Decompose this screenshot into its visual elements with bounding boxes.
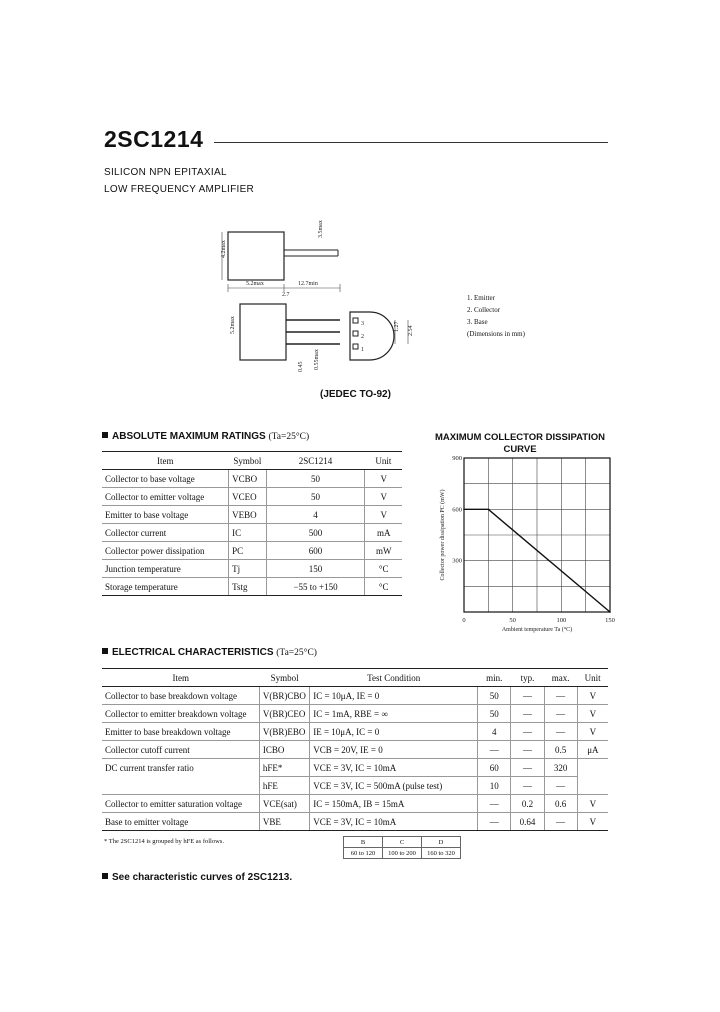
table-row xyxy=(102,488,402,506)
cell-unit: μA xyxy=(577,741,608,759)
pin-legend xyxy=(467,292,525,340)
data-point xyxy=(488,509,490,511)
cell-min: 10 xyxy=(478,777,511,795)
cell-item: Junction temperature xyxy=(102,560,229,578)
table-row xyxy=(102,759,608,777)
cell-item: Collector to base breakdown voltage xyxy=(102,687,259,705)
dim-label: 2.54 xyxy=(408,325,414,336)
cell-unit: V xyxy=(365,488,402,506)
table-row xyxy=(102,813,608,831)
table-row xyxy=(102,560,402,578)
cell-symbol: IC xyxy=(229,524,267,542)
bullet-square-icon xyxy=(102,648,108,654)
cell-symbol: VCEO xyxy=(229,488,267,506)
table-row xyxy=(102,795,608,813)
cell-value: 50 xyxy=(266,470,365,488)
table-row xyxy=(102,705,608,723)
chart-title: MAXIMUM COLLECTOR DISSIPATION CURVE xyxy=(435,432,605,455)
y-tick-label: 600 xyxy=(452,506,462,514)
cell-unit: mA xyxy=(365,524,402,542)
pin-number: 2 xyxy=(361,334,364,340)
cell-value: −55 to +150 xyxy=(266,578,365,596)
col-max: max. xyxy=(544,669,577,687)
dim-label: 0.45 xyxy=(298,361,304,372)
cell-item: Collector to emitter saturation voltage xyxy=(102,795,259,813)
cell-max: — xyxy=(544,687,577,705)
cell-value: 150 xyxy=(266,560,365,578)
cell-max: — xyxy=(544,813,577,831)
elec-char-table xyxy=(102,668,608,831)
table-row xyxy=(102,687,608,705)
cell-item: Emitter to base breakdown voltage xyxy=(102,723,259,741)
abs-max-table xyxy=(102,451,402,596)
cell-condition: IC = 1mA, RBE = ∞ xyxy=(310,705,478,723)
cell-unit: V xyxy=(577,813,608,831)
x-tick-label: 0 xyxy=(462,617,466,624)
dim-label: 5.2max xyxy=(246,281,264,287)
cell-symbol: PC xyxy=(229,542,267,560)
cell-value: 600 xyxy=(266,542,365,560)
cell-item: Collector to base voltage xyxy=(102,470,229,488)
dim-label: 5.2max xyxy=(230,316,236,334)
table-row xyxy=(102,524,402,542)
jedec-label: (JEDEC TO-92) xyxy=(320,389,391,400)
cell-value: 4 xyxy=(266,506,365,524)
cell-unit xyxy=(577,759,608,777)
see-also-note xyxy=(102,872,292,883)
group-letter: C xyxy=(383,837,422,848)
cell-item: Emitter to base voltage xyxy=(102,506,229,524)
group-range: 100 to 200 xyxy=(383,848,422,859)
cell-condition: VCB = 20V, IE = 0 xyxy=(310,741,478,759)
table-row xyxy=(102,578,402,596)
cell-symbol: hFE* xyxy=(259,759,309,777)
dim-label: 3.5max xyxy=(318,220,324,238)
cell-value: 50 xyxy=(266,488,365,506)
col-symbol: Symbol xyxy=(259,669,309,687)
cell-condition: VCE = 3V, IC = 500mA (pulse test) xyxy=(310,777,478,795)
dim-label: 4.2max xyxy=(221,240,227,258)
abs-max-heading xyxy=(102,431,309,442)
hfe-group-table xyxy=(343,836,461,859)
bullet-square-icon xyxy=(102,873,108,879)
cell-unit: V xyxy=(365,470,402,488)
cell-max: — xyxy=(544,705,577,723)
cell-typ: — xyxy=(511,723,544,741)
cell-unit: mW xyxy=(365,542,402,560)
cell-symbol: VBE xyxy=(259,813,309,831)
cell-item xyxy=(102,777,259,795)
cell-typ: — xyxy=(511,759,544,777)
col-test-condition: Test Condition xyxy=(310,669,478,687)
cell-condition: VCE = 3V, IC = 10mA xyxy=(310,813,478,831)
col-value: 2SC1214 xyxy=(266,452,365,470)
cell-symbol: VCBO xyxy=(229,470,267,488)
x-axis-label: Ambient temperature Ta (°C) xyxy=(501,627,573,633)
cell-symbol: Tj xyxy=(229,560,267,578)
table-row xyxy=(102,741,608,759)
cell-min: — xyxy=(478,813,511,831)
cell-item: Collector to emitter voltage xyxy=(102,488,229,506)
col-item: Item xyxy=(102,669,259,687)
cell-unit: °C xyxy=(365,560,402,578)
elec-title: ELECTRICAL CHARACTERISTICS xyxy=(112,647,274,658)
body-side-view xyxy=(240,304,286,360)
dim-label: 2.7 xyxy=(282,292,290,298)
table-row xyxy=(102,723,608,741)
group-letter: D xyxy=(422,837,461,848)
cell-min: — xyxy=(478,795,511,813)
data-point xyxy=(609,611,611,613)
group-range: 160 to 320 xyxy=(422,848,461,859)
cell-item: Storage temperature xyxy=(102,578,229,596)
x-tick-label: 100 xyxy=(556,617,567,624)
cell-unit: V xyxy=(577,795,608,813)
cell-max: 320 xyxy=(544,759,577,777)
abs-max-condition: (Ta=25°C) xyxy=(268,432,310,442)
cell-item: Collector current xyxy=(102,524,229,542)
data-point xyxy=(463,509,465,511)
cell-typ: 0.64 xyxy=(511,813,544,831)
subtitle-type: SILICON NPN EPITAXIAL xyxy=(104,167,227,178)
x-tick-label: 50 xyxy=(509,617,516,624)
cell-item: Base to emitter voltage xyxy=(102,813,259,831)
cell-max: — xyxy=(544,777,577,795)
col-symbol: Symbol xyxy=(229,452,267,470)
cell-unit xyxy=(577,777,608,795)
col-min: min. xyxy=(478,669,511,687)
cell-symbol: VEBO xyxy=(229,506,267,524)
cell-symbol: Tstg xyxy=(229,578,267,596)
cell-symbol: V(BR)EBO xyxy=(259,723,309,741)
col-unit: Unit xyxy=(577,669,608,687)
table-row xyxy=(344,837,461,848)
y-tick-label: 300 xyxy=(452,557,462,565)
cell-typ: — xyxy=(511,687,544,705)
cell-condition: IC = 10μA, IE = 0 xyxy=(310,687,478,705)
pin-legend-emitter: 1. Emitter xyxy=(467,294,495,302)
bullet-square-icon xyxy=(102,432,108,438)
subtitle-application: LOW FREQUENCY AMPLIFIER xyxy=(104,184,255,195)
body-top-view xyxy=(228,232,284,280)
cell-item: DC current transfer ratio xyxy=(105,762,194,773)
col-unit: Unit xyxy=(365,452,402,470)
cell-min: — xyxy=(478,741,511,759)
cell-symbol: ICBO xyxy=(259,741,309,759)
cell-typ: — xyxy=(511,741,544,759)
pin-number: 1 xyxy=(361,347,364,353)
table-row xyxy=(344,848,461,859)
cell-typ: — xyxy=(511,705,544,723)
cell-max: 0.5 xyxy=(544,741,577,759)
col-typ: typ. xyxy=(511,669,544,687)
cell-min: 50 xyxy=(478,687,511,705)
col-item: Item xyxy=(102,452,229,470)
cell-value: 500 xyxy=(266,524,365,542)
cell-condition: IC = 150mA, IB = 15mA xyxy=(310,795,478,813)
elec-heading xyxy=(102,647,317,658)
table-row xyxy=(102,506,402,524)
cell-condition: VCE = 3V, IC = 10mA xyxy=(310,759,478,777)
abs-max-title: ABSOLUTE MAXIMUM RATINGS xyxy=(112,431,266,442)
cell-unit: V xyxy=(577,723,608,741)
dim-label: 12.7min xyxy=(298,281,318,287)
cell-unit: V xyxy=(577,705,608,723)
pin-number: 3 xyxy=(361,321,364,327)
cell-item: Collector power dissipation xyxy=(102,542,229,560)
dissipation-chart xyxy=(430,452,620,634)
cell-item: Collector cutoff current xyxy=(102,741,259,759)
see-also-text: See characteristic curves of 2SC1213. xyxy=(112,872,293,883)
part-number-title: 2SC1214 xyxy=(104,126,204,152)
cell-item: Collector to emitter breakdown voltage xyxy=(102,705,259,723)
group-letter: B xyxy=(344,837,383,848)
cell-symbol: V(BR)CBO xyxy=(259,687,309,705)
x-tick-label: 150 xyxy=(605,617,615,624)
cell-unit: V xyxy=(577,687,608,705)
dim-label: 0.55max xyxy=(314,349,320,370)
cell-symbol: V(BR)CEO xyxy=(259,705,309,723)
cell-max: 0.6 xyxy=(544,795,577,813)
table-header-row xyxy=(102,452,402,470)
cell-min: 4 xyxy=(478,723,511,741)
cell-max: — xyxy=(544,723,577,741)
cell-typ: 0.2 xyxy=(511,795,544,813)
cell-condition: IE = 10μA, IC = 0 xyxy=(310,723,478,741)
cell-symbol: hFE xyxy=(259,777,309,795)
cell-unit: V xyxy=(365,506,402,524)
cell-min: 60 xyxy=(478,759,511,777)
y-axis-label: Collector power dissipation PC (mW) xyxy=(440,489,446,581)
table-row xyxy=(102,470,402,488)
y-tick-label: 900 xyxy=(452,455,462,462)
cell-symbol: VCE(sat) xyxy=(259,795,309,813)
elec-condition: (Ta=25°C) xyxy=(276,648,317,658)
hfe-group-footnote: * The 2SC1214 is grouped by hFE as follows. xyxy=(104,838,224,845)
table-row xyxy=(102,777,608,795)
cell-min: 50 xyxy=(478,705,511,723)
pin-legend-base: 3. Base xyxy=(467,318,488,326)
package-outline-drawing xyxy=(210,212,430,387)
dim-label: 1.27 xyxy=(394,321,400,332)
cell-unit: °C xyxy=(365,578,402,596)
title-rule xyxy=(214,142,608,143)
table-header-row xyxy=(102,669,608,687)
cell-typ: — xyxy=(511,777,544,795)
pin-legend-collector: 2. Collector xyxy=(467,306,501,314)
group-range: 60 to 120 xyxy=(344,848,383,859)
dimensions-note: (Dimensions in mm) xyxy=(467,330,525,338)
table-row xyxy=(102,542,402,560)
